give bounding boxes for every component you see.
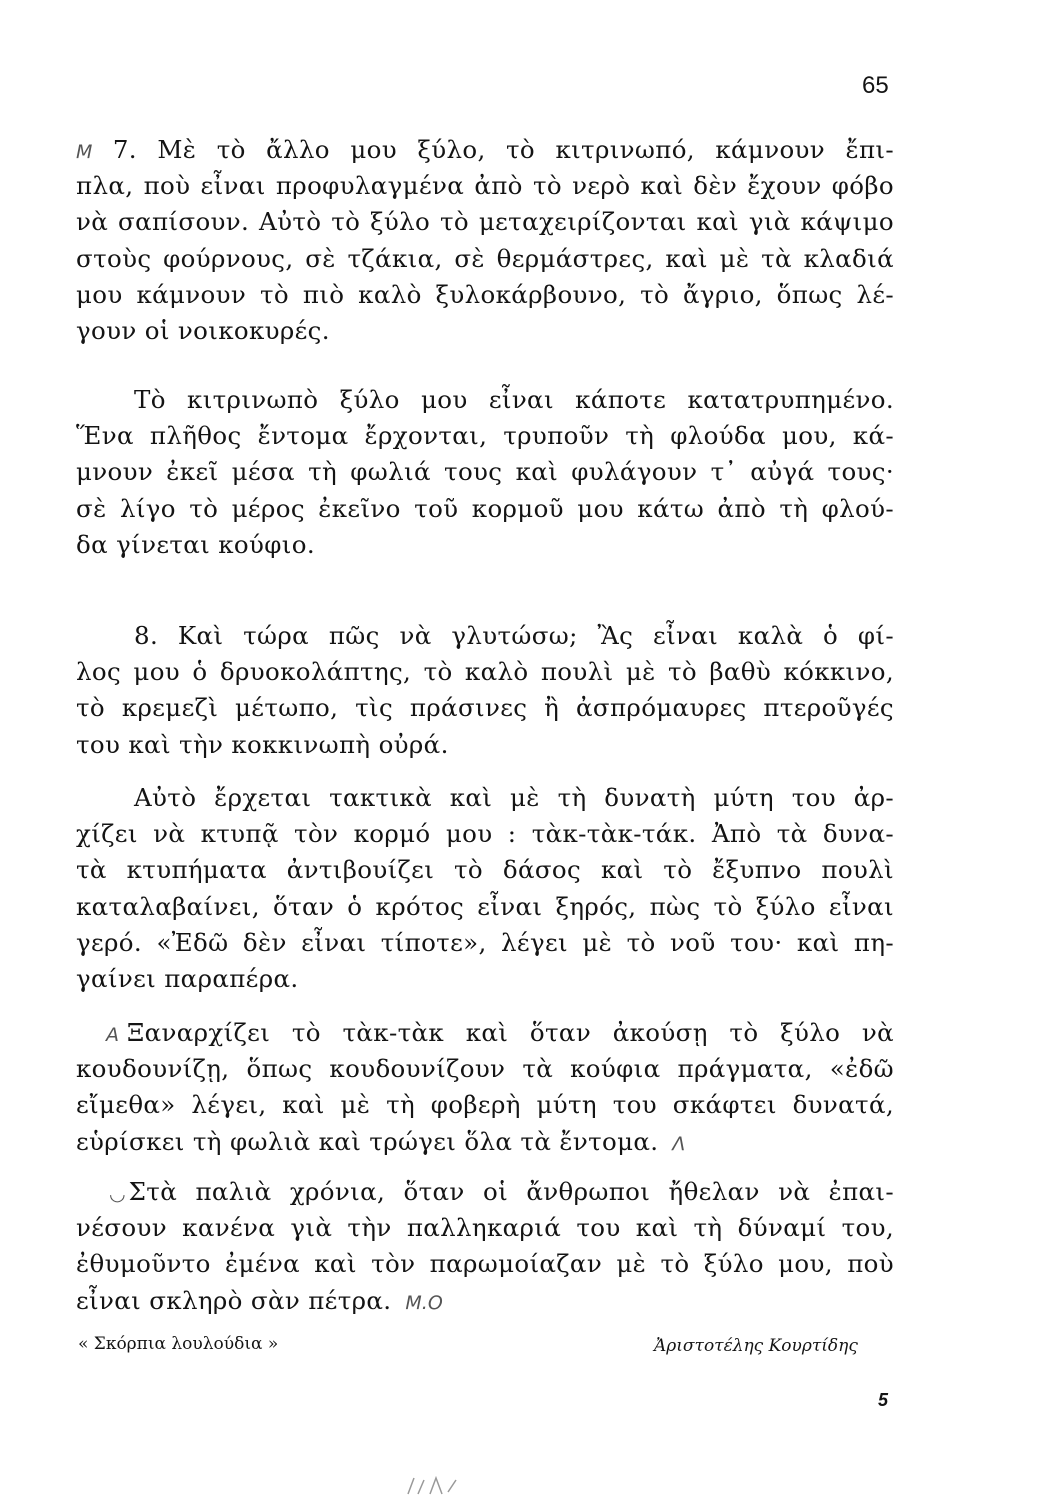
paragraph-8b [76, 780, 894, 997]
text-line: δα γίνεται κούφιο. [76, 529, 315, 559]
source-citation: « Σκόρπια λουλούδια » [78, 1334, 279, 1354]
text-line: τὰ κτυπήματα ἀντιβουίζει τὸ δάσος καὶ τὸ ἔξυπνο πουλὶ [76, 855, 894, 885]
text-line: ἐθυμοῦντο ἐμένα καὶ τὸν παρωμοίαζαν μὲ τὸ ξύλο μου, ποὺ [76, 1249, 894, 1279]
text-line: Ἕνα πλῆθος ἔντομα ἔρχονται, τρυποῦν τὴ φλούδα μου, κά- [76, 421, 894, 451]
text-line: καταλαβαίνει, ὅταν ὁ κρότος εἶναι ξηρός, πὼς τὸ ξύλο εἶναι [76, 891, 894, 921]
paragraph-8c [76, 1015, 894, 1160]
margin-mark: ◡ [110, 1183, 125, 1205]
text-line: τὸ κρεμεζὶ μέτωπο, τὶς πράσινες ἢ ἀσπρόμαυρες πτεροῦγές [76, 693, 894, 723]
text-line: λος μου ὁ δρυοκολάπτης, τὸ καλὸ πουλὶ μὲ τὸ βαθὺ κόκκινο, [76, 657, 894, 687]
text-line: στοὺς φούρνους, σὲ τζάκια, σὲ θερμάστρες, καὶ μὲ τὰ κλαδιά [76, 243, 894, 273]
text-line: εἴμεθα» λέγει, καὶ μὲ τὴ φοβερὴ μύτη του σκάφτει δυνατά, [76, 1090, 894, 1120]
text-line: μου κάμνουν τὸ πιὸ καλὸ ξυλοκάρβουνο, τὸ ἄγριο, ὅπως λέ- [76, 279, 894, 309]
text-line: σὲ λίγο τὸ μέρος ἐκεῖνο τοῦ κορμοῦ μου κάτω ἀπὸ τὴ φλού- [76, 493, 894, 523]
text-line: εὑρίσκει τὴ φωλιὰ καὶ τρώγει ὅλα τὰ ἔντομα. Λ [76, 1126, 686, 1156]
paragraph-7 [76, 132, 894, 349]
signature-mark: 5 [878, 1390, 889, 1410]
pencil-scribble-icon [400, 1468, 480, 1498]
text-line: κουδουνίζῃ, ὅπως κουδουνίζουν τὰ κούφια πράγματα, «ἐδῶ [76, 1054, 894, 1084]
margin-mark: Μ [76, 141, 93, 163]
text-line: χίζει νὰ κτυπᾷ τὸν κορμό μου : τὰκ-τὰκ-τάκ. Ἀπὸ τὰ δυνα- [76, 819, 894, 849]
margin-mark: Λ [672, 1132, 686, 1155]
text-line: 8. Καὶ τώρα πῶς νὰ γλυτώσω; Ἂς εἶναι καλὰ ὁ φί- [134, 621, 894, 650]
text-line: A Ξαναρχίζει τὸ τὰκ-τὰκ καὶ ὅταν ἀκούσῃ τὸ ξύλο νὰ [106, 1018, 894, 1047]
text-line: γερό. «Ἐδῶ δὲν εἶναι τίποτε», λέγει μὲ τὸ νοῦ του· καὶ πη- [76, 927, 894, 957]
text-line: εἶναι σκληρὸ σὰν πέτρα. Μ.Ο [76, 1285, 443, 1315]
text-line: Αὐτὸ ἔρχεται τακτικὰ καὶ μὲ τὴ δυνατὴ μύτη του ἀρ- [134, 783, 894, 812]
text-line: Τὸ κιτρινωπὸ ξύλο μου εἶναι κάποτε κατατρυπημένο. [134, 385, 894, 414]
text-line: πλα, ποὺ εἶναι προφυλαγμένα ἀπὸ τὸ νερὸ καὶ δὲν ἔχουν φόβο [76, 171, 894, 201]
text-line: του καὶ τὴν κοκκινωπὴ οὐρά. [76, 729, 449, 759]
paragraph-7b [76, 382, 894, 563]
paragraph-8d [76, 1174, 894, 1319]
margin-mark: Μ.Ο [405, 1291, 443, 1314]
text-line: ◡ Στὰ παλιὰ χρόνια, ὅταν οἱ ἄνθρωποι ἤθελαν νὰ ἐπαι- [110, 1177, 894, 1206]
author-name: Ἀριστοτέλης Κουρτίδης [654, 1336, 858, 1356]
margin-mark: A [106, 1024, 119, 1046]
text-line: γουν οἱ νοικοκυρές. [76, 315, 330, 345]
paragraph-8 [76, 618, 894, 763]
text-line: Μ 7. Μὲ τὸ ἄλλο μου ξύλο, τὸ κιτρινωπό, κάμνουν ἔπι- [76, 135, 894, 164]
text-line: μνουν ἐκεῖ μέσα τὴ φωλιά τους καὶ φυλάγουν τ᾽ αὐγά τους· [76, 457, 894, 487]
text-line: νέσουν κανένα γιὰ τὴν παλληκαριά του καὶ τὴ δύναμί του, [76, 1213, 894, 1243]
page-number: 65 [862, 72, 889, 99]
text-line: νὰ σαπίσουν. Αὐτὸ τὸ ξύλο τὸ μεταχειρίζονται καὶ γιὰ κάψιμο [76, 207, 894, 237]
text-line: γαίνει παραπέρα. [76, 963, 299, 993]
